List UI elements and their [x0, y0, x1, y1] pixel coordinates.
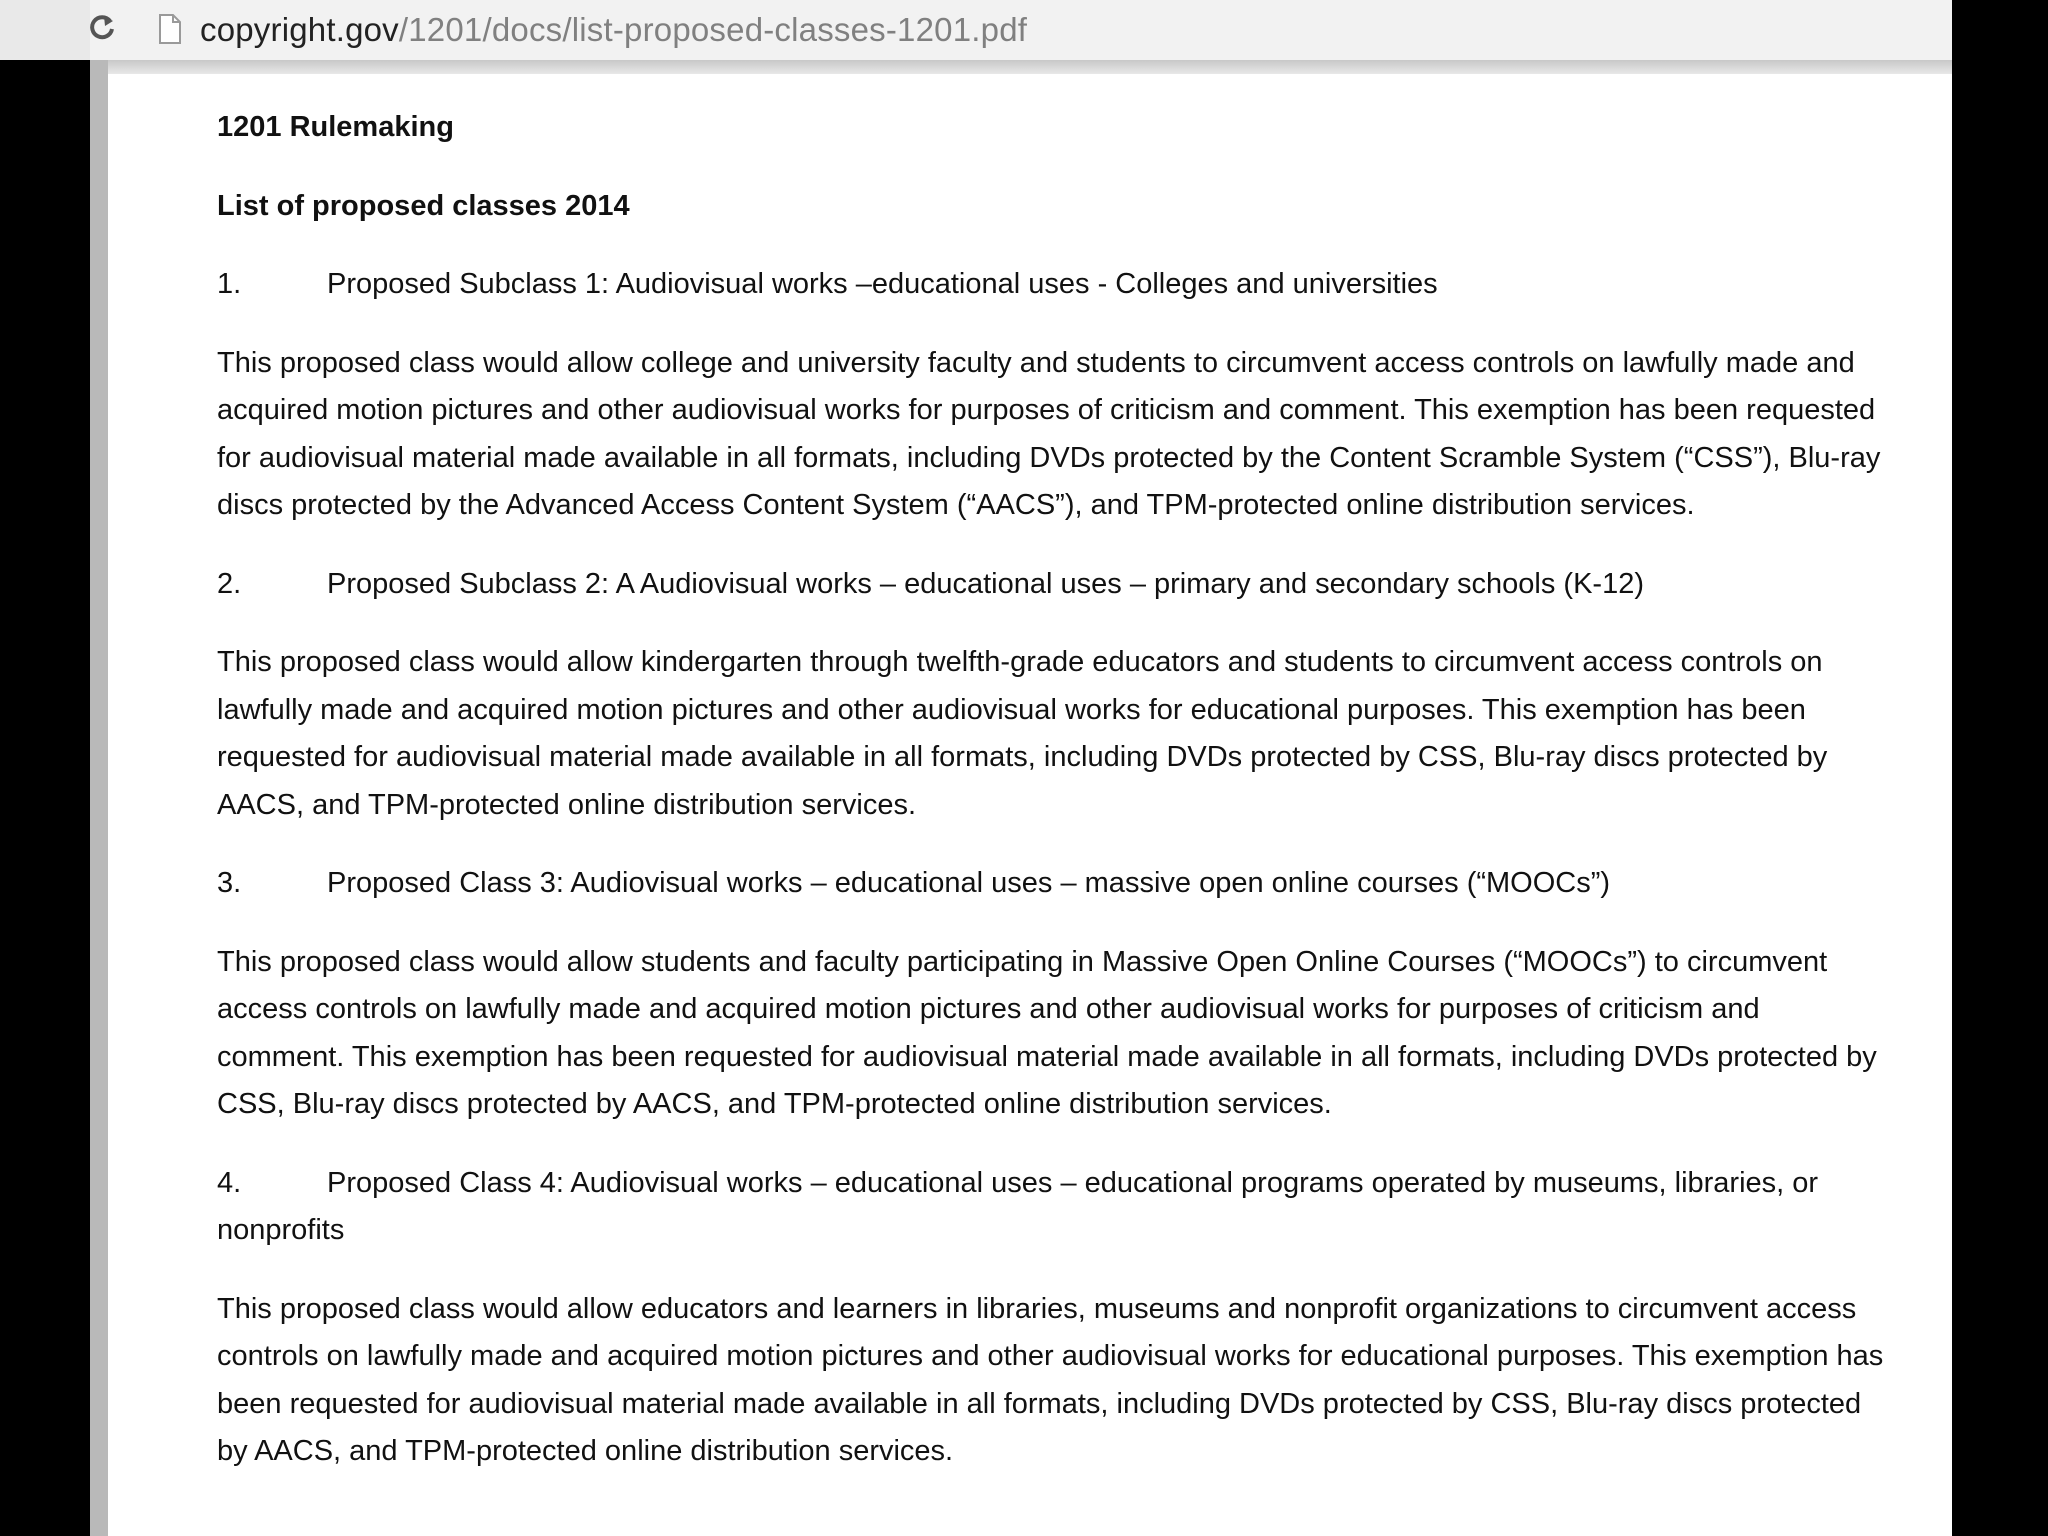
- toolbar-shadow: [90, 60, 1952, 74]
- class-title: Proposed Subclass 1: Audiovisual works –educational uses - Colleges and universities: [327, 268, 1438, 300]
- toolbar-edge: [0, 0, 90, 60]
- class-heading-2: [217, 561, 1887, 609]
- class-title: Proposed Class 3: Audiovisual works – educational uses – massive open online courses (“MOOCs”): [327, 867, 1611, 899]
- class-heading-4: [217, 1160, 1887, 1255]
- class-heading-1: [217, 261, 1887, 309]
- reload-icon[interactable]: [88, 12, 116, 42]
- class-number: 3.: [217, 867, 242, 899]
- document-icon: [158, 14, 182, 44]
- class-number: 4.: [217, 1166, 242, 1199]
- viewer-left-edge: [90, 60, 108, 1536]
- url-path: /1201/docs/list-proposed-classes-1201.pdf: [398, 11, 1028, 48]
- class-number: 2.: [217, 567, 242, 600]
- document-title: 1201 Rulemaking: [217, 111, 454, 143]
- class-number: 1.: [217, 268, 242, 300]
- address-bar[interactable]: [200, 8, 1027, 52]
- class-title: Proposed Subclass 2: A Audiovisual works – educational uses – primary and secondary schools (K-12): [327, 567, 1644, 600]
- class-description-4: This proposed class would allow educators and learners in libraries, museums and nonprofit organizations to circumvent access controls on lawfully made and acquired motion pictures and other audiovisual works for educational purposes. This exemption has been requested for audiovisual material made available in all formats, including DVDs protected by CSS, Blu-ray discs protected by AACS, and TPM-protected online distribution services.: [217, 1292, 1884, 1467]
- document-content: [217, 104, 1887, 1507]
- class-heading-3: [217, 860, 1887, 908]
- class-description-1: This proposed class would allow college and university faculty and students to circumvent access controls on lawfully made and acquired motion pictures and other audiovisual works for purposes of criticism and comment. This exemption has been requested for audiovisual material made available in all formats, including DVDs protected by the Content Scramble System (“CSS”), Blu-ray discs protected by the Advanced Access Content System (“AACS”), and TPM-protected online distribution services.: [217, 346, 1881, 521]
- class-description-2: This proposed class would allow kindergarten through twelfth-grade educators and students to circumvent access controls on lawfully made and acquired motion pictures and other audiovisual works for educational purposes. This exemption has been requested for audiovisual material made available in all formats, including DVDs protected by CSS, Blu-ray discs protected by AACS, and TPM-protected online distribution services.: [217, 646, 1828, 821]
- document-subtitle: List of proposed classes 2014: [217, 189, 630, 222]
- class-description-3: This proposed class would allow students and faculty participating in Massive Open Online Courses (“MOOCs”) to circumvent access controls on lawfully made and acquired motion pictures and other audiovisual works for purposes of criticism and comment. This exemption has been requested for audiovisual material made available in all formats, including DVDs protected by CSS, Blu-ray discs protected by AACS, and TPM-protected online distribution services.: [217, 945, 1877, 1120]
- class-title: Proposed Class 4: Audiovisual works – educational uses – educational programs operated by museums, libraries, or nonprofits: [217, 1166, 1827, 1246]
- url-host: copyright.gov: [200, 11, 399, 48]
- pdf-page: [108, 74, 1952, 1536]
